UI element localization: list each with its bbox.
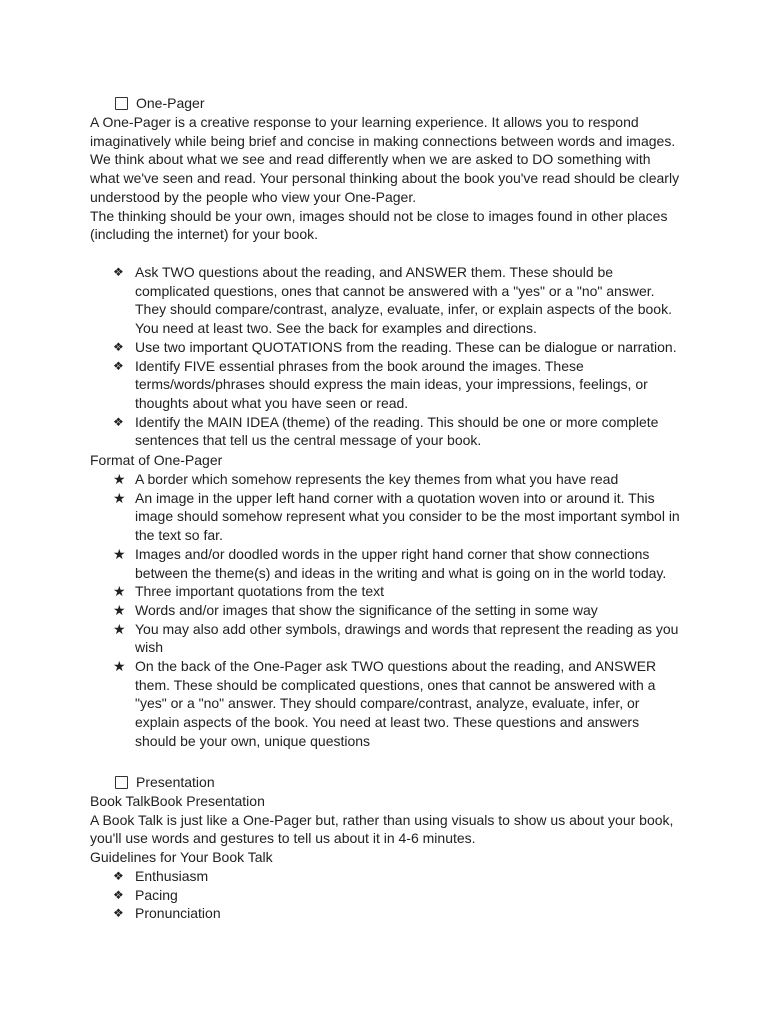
format-items-list bbox=[113, 470, 683, 751]
one-pager-checklist-item[interactable] bbox=[115, 94, 204, 113]
list-item bbox=[113, 620, 683, 657]
one-pager-intro: A One-Pager is a creative response to your learning experience. It allows you to respond imaginatively while being brief and concise in making connections between words and images. We think about what we see and read differently when we are asked to DO something with what we've seen and read. Your personal thinking about the book you've read should be clearly understood by the people who view your One-Pager. bbox=[90, 114, 680, 205]
list-item bbox=[113, 601, 683, 620]
diamond-bullet-icon: ❖ bbox=[113, 358, 124, 373]
diamond-bullet-icon: ❖ bbox=[113, 906, 124, 921]
list-item bbox=[113, 904, 683, 923]
guideline-text: Enthusiasm bbox=[135, 868, 209, 884]
requirement-text: Identify the MAIN IDEA (theme) of the reading. This should be one or more complete sentences that tell us the central message of your book. bbox=[135, 413, 659, 449]
diamond-bullet-icon: ❖ bbox=[113, 414, 124, 429]
format-item-text: An image in the upper left hand corner with a quotation woven into or around it. This image should somehow represent what you consider to be the most important symbol in the text so far. bbox=[135, 489, 680, 544]
list-item bbox=[113, 582, 683, 601]
requirement-text: Ask TWO questions about the reading, and ANSWER them. These should be complicated questions, ones that cannot be answered with a "yes" or a "no" answer. They should compare/contrast, analyze, evaluate, infer, or explain aspects of the book. You need at least two. See the back for examples and directions. bbox=[135, 264, 672, 337]
list-item bbox=[113, 867, 683, 886]
presentation-intro: A Book Talk is just like a One-Pager but, rather than using visuals to show us about your book, you'll use words and gestures to tell us about it in 4-6 minutes. bbox=[90, 811, 674, 847]
format-item-text: Images and/or doodled words in the upper right hand corner that show connections between the theme(s) and ideas in the writing and what is going on in the world today. bbox=[135, 545, 667, 581]
list-item bbox=[113, 338, 683, 357]
format-item-text: On the back of the One-Pager ask TWO questions about the reading, and ANSWER them. These should be complicated questions, ones that cannot be answered with a "yes" or a "no" answer. They should compare/contrast, analyze, evaluate, infer, or explain aspects of the book. You need at least two. These questions and answers should be your own, unique questions bbox=[135, 658, 657, 749]
one-pager-checkbox-label: One-Pager bbox=[136, 95, 205, 111]
star-bullet-icon: ★ bbox=[113, 489, 126, 506]
one-pager-thinking-note: The thinking should be your own, images should not be close to images found in other places (including the internet) for your book. bbox=[90, 207, 668, 243]
diamond-bullet-icon: ❖ bbox=[113, 265, 124, 279]
presentation-title: Book TalkBook Presentation bbox=[90, 793, 265, 809]
guideline-text: Pacing bbox=[135, 886, 178, 903]
star-bullet-icon: ★ bbox=[113, 471, 126, 487]
list-item bbox=[113, 413, 683, 450]
one-pager-checkbox[interactable] bbox=[115, 97, 128, 110]
presentation-block bbox=[90, 792, 680, 867]
requirement-text: Use two important QUOTATIONS from the reading. These can be dialogue or narration. bbox=[135, 338, 677, 355]
list-item bbox=[113, 263, 683, 338]
diamond-bullet-icon: ❖ bbox=[113, 339, 124, 354]
star-bullet-icon: ★ bbox=[113, 620, 126, 637]
list-item bbox=[113, 657, 683, 751]
presentation-checklist-item[interactable] bbox=[115, 773, 215, 792]
diamond-bullet-icon: ❖ bbox=[113, 869, 124, 883]
list-item bbox=[113, 545, 683, 582]
star-bullet-icon: ★ bbox=[113, 658, 126, 675]
one-pager-intro-block bbox=[90, 113, 682, 244]
list-item bbox=[113, 489, 683, 545]
presentation-checkbox[interactable] bbox=[115, 776, 128, 789]
guidelines-heading: Guidelines for Your Book Talk bbox=[90, 849, 273, 866]
diamond-bullet-icon: ❖ bbox=[113, 887, 124, 902]
list-item bbox=[113, 357, 683, 413]
guideline-text: Pronunciation bbox=[135, 905, 221, 922]
list-item bbox=[113, 886, 683, 905]
format-item-text: You may also add other symbols, drawings and words that represent the reading as you wish bbox=[135, 620, 679, 656]
format-item-text: Three important quotations from the text bbox=[135, 583, 385, 600]
star-bullet-icon: ★ bbox=[113, 601, 126, 618]
star-bullet-icon: ★ bbox=[113, 583, 126, 600]
star-bullet-icon: ★ bbox=[113, 545, 126, 562]
requirement-text: Identify FIVE essential phrases from the book around the images. These terms/words/phrases should express the main ideas, your impressions, feelings, or thoughts about what you have seen or read. bbox=[135, 357, 648, 411]
one-pager-requirements-list bbox=[113, 263, 683, 450]
format-item-text: Words and/or images that show the significance of the setting in some way bbox=[135, 601, 598, 618]
format-heading: Format of One-Pager bbox=[90, 452, 223, 468]
guidelines-list bbox=[113, 867, 683, 923]
format-item-text: A border which somehow represents the key themes from what you have read bbox=[135, 471, 619, 487]
list-item bbox=[113, 470, 683, 489]
presentation-checkbox-label: Presentation bbox=[136, 774, 215, 790]
